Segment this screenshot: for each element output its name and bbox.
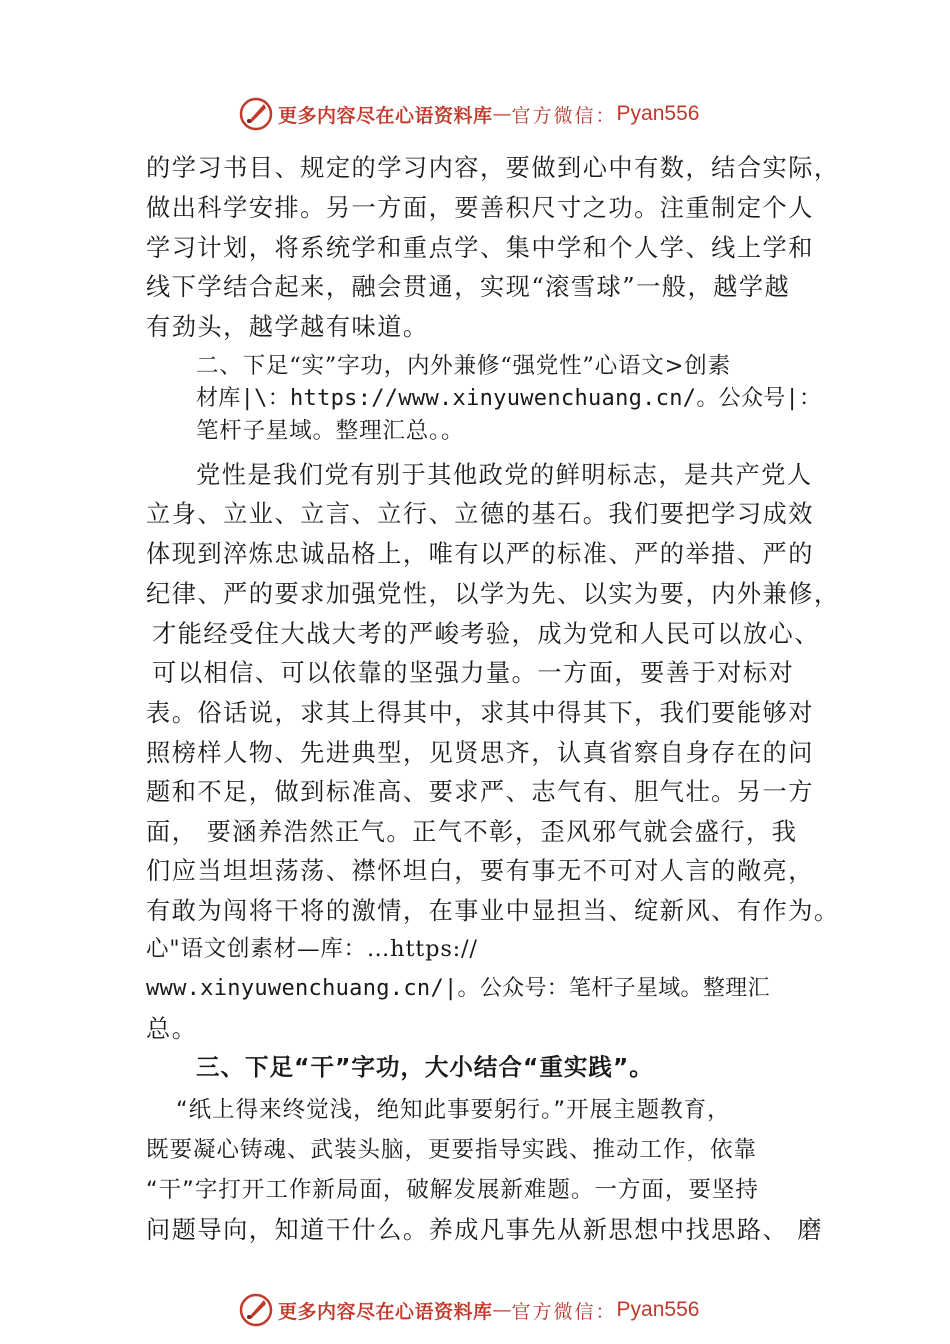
body-line: 立身、立业、立言、立行、立德的基石。我们要把学习成效 (146, 500, 814, 528)
section-heading-2: 二、下足“实”字功，内外兼修“强党性”心语文>创素 (196, 353, 731, 379)
body-line: 表。俗话说，求其上得其中，求其中得其下，我们要能够对 (146, 699, 814, 727)
watermark-dash: — (492, 103, 512, 125)
body-line: 材库|\：https://www.xinyuwenchuang.cn/。公众号|： (196, 386, 822, 411)
section-heading-3: 三、下足“干”字功，大小结合“重实践”。 (196, 1053, 654, 1081)
body-line: 心"语文创素材—库：…https:// (146, 936, 478, 962)
body-line: 有敢为闯将干将的激情，在事业中显担当、绽新风、有作为。 (146, 897, 840, 925)
body-line: 线下学结合起来，融会贯通，实现“滚雪球”一般，越学越 (146, 273, 791, 301)
body-line: 体现到淬炼忠诚品格上，唯有以严的标准、严的举措、严的 (146, 540, 814, 568)
watermark-label: 官方微信： (511, 104, 617, 127)
body-line: 可以相信、可以依靠的坚强力量。一方面，要善于对标对 (152, 659, 795, 687)
quill-logo-icon (238, 1292, 274, 1328)
watermark-slogan: 更多内容尽在心语资料库 (278, 1300, 493, 1323)
body-line: “干”字打开工作新局面，破解发展新难题。一方面，要坚持 (146, 1177, 759, 1203)
body-line: 党性是我们党有别于其他政党的鲜明标志，是共产党人 (196, 461, 813, 489)
body-line: 做出科学安排。另一方面，要善积尺寸之功。注重制定个人 (146, 194, 814, 222)
body-line: 们应当坦坦荡荡、襟怀坦白，要有事无不可对人言的敞亮， (146, 857, 814, 885)
quill-logo-icon (238, 96, 274, 132)
body-line: 面， 要涵养浩然正气。正气不彰，歪风邪气就会盛行，我 (146, 818, 798, 846)
body-line: 问题导向，知道干什么。养成凡事先从新思想中找思路、 磨 (146, 1216, 824, 1244)
body-line: 笔杆子星域。整理汇总。。 (196, 418, 465, 444)
body-line: 纪律、严的要求加强党性，以学为先、以实为要，内外兼修， (146, 580, 840, 608)
watermark-dash: — (492, 1299, 512, 1321)
body-line: 既要凝心铸魂、武装头脑，更要指导实践、推动工作，依靠 (146, 1137, 758, 1163)
watermark-banner-bottom (238, 1292, 699, 1328)
body-line: 学习计划，将系统学和重点学、集中学和个人学、线上学和 (146, 234, 814, 262)
body-line: www.xinyuwenchuang.cn/|。公众号：笔杆子星域。整理汇 (146, 976, 770, 1001)
body-line: 的学习书目、规定的学习内容，要做到心中有数，结合实际， (146, 154, 840, 182)
watermark-slogan: 更多内容尽在心语资料库 (278, 104, 493, 127)
watermark-banner-top (238, 96, 699, 132)
watermark-wechat-id: Pyan556 (616, 1298, 700, 1321)
body-line: 总。 (146, 1015, 198, 1043)
watermark-label: 官方微信： (511, 1300, 617, 1323)
body-line: 才能经受住大战大考的严峻考验，成为党和人民可以放心、 (152, 620, 820, 648)
body-line: 题和不足，做到标准高、要求严、志气有、胆气壮。另一方 (146, 778, 814, 806)
body-line: 照榜样人物、先进典型，见贤思齐，认真省察自身存在的问 (146, 739, 814, 767)
body-line: “纸上得来终觉浅，绝知此事要躬行。”开展主题教育， (176, 1097, 731, 1123)
body-line: 有劲头，越学越有味道。 (146, 313, 429, 341)
watermark-wechat-id: Pyan556 (616, 102, 700, 125)
